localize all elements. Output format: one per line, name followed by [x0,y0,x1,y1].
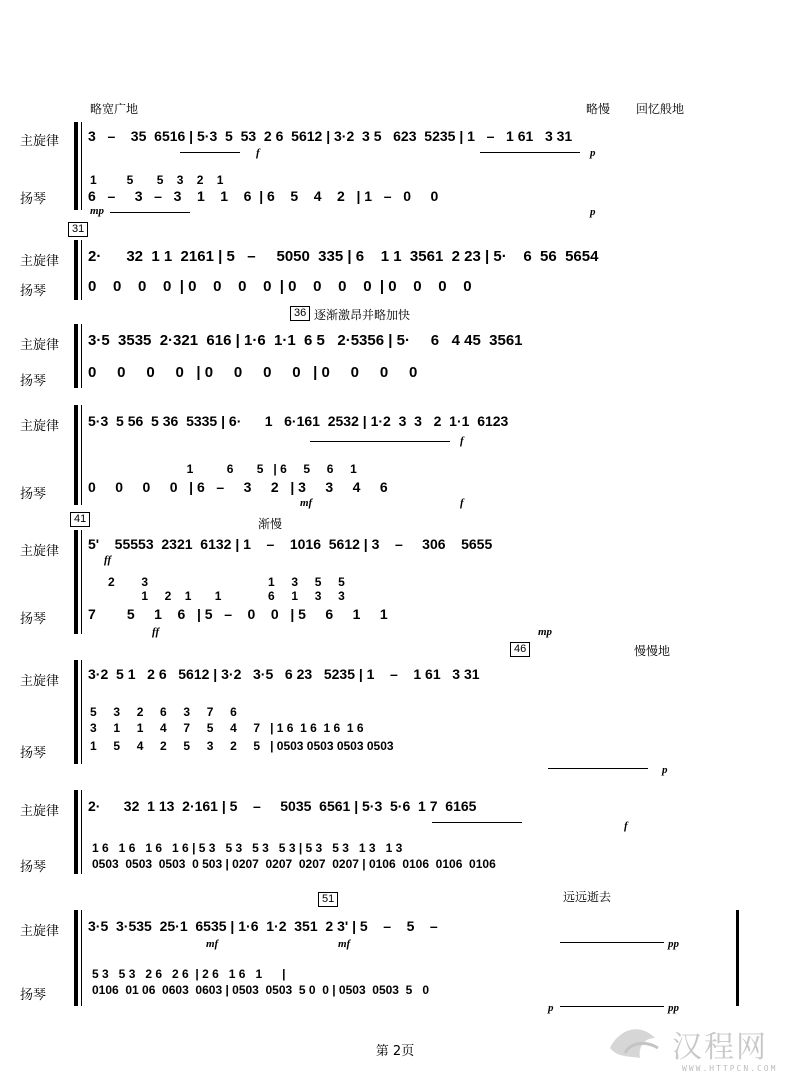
main-melody-row: 5' 55553 2321 6132 | 1 – 1016 5612 | 3 – 306 5655 [88,536,493,552]
system-line [81,530,82,634]
yangqin-row: 0 0 0 0 | 0 0 0 0 | 0 0 0 0 | 0 0 0 0 [88,278,472,295]
staff-label-yangqin: 扬琴 [20,746,47,761]
staff-label-yangqin: 扬琴 [20,284,47,299]
system-2 [0,222,790,302]
yangqin-row-3: 1 5 4 2 5 3 2 5 | 0503 0503 0503 0503 [90,739,394,753]
staff-label-main: 主旋律 [20,134,60,149]
yangqin-row: 0 0 0 0 | 6 – 3 2 | 3 3 4 6 [88,479,388,495]
yangqin-row-middle: 1 2 1 1 6 1 3 3 [108,589,345,603]
yangqin-row-upper: 1 6 1 6 1 6 1 6 | 5 3 5 3 5 3 5 3 | 5 3 5 3 1 3 1 3 [92,841,403,855]
watermark-url: WWW.HTTPCN.COM [682,1064,778,1073]
dynamic-mark: f [460,497,464,509]
staff-label-yangqin: 扬琴 [20,988,47,1003]
staff-label-main: 主旋律 [20,419,60,434]
system-line [81,240,82,300]
dynamic-mark: mf [300,497,313,509]
yangqin-row-upper: 1 6 5 | 6 5 6 1 [100,462,357,476]
system-4 [0,395,790,510]
yangqin-row: 0 0 0 0 | 0 0 0 0 | 0 0 0 0 [88,364,418,381]
dynamic-mark: f [256,147,260,159]
system-line [81,790,82,874]
tempo-mark: 渐慢 [258,517,283,531]
yangqin-row: 0503 0503 0503 0 503 | 0207 0207 0207 0207 | 0106 0106 0106 0106 [92,857,496,871]
system-7 [0,778,790,878]
yangqin-row: 6 – 3 – 3 1 1 6 | 6 5 4 2 | 1 – 0 0 [88,188,439,204]
tempo-mark: 略慢 [586,102,611,116]
staff-label-yangqin: 扬琴 [20,612,47,627]
system-brace [74,240,78,300]
measure-number: 36 [290,306,310,321]
dynamic-mark: p [548,1002,554,1014]
measure-number: 51 [318,892,338,907]
dynamic-mark: p [590,147,596,159]
dynamic-mark: ff [104,554,112,566]
hairpin [560,942,664,943]
hairpin [432,822,522,823]
dynamic-mark: p [590,206,596,218]
dynamic-mark: ff [152,626,160,638]
hairpin [560,1006,664,1007]
system-brace [74,910,78,1006]
system-brace [74,790,78,874]
dynamic-mark: f [624,820,628,832]
yangqin-row: 7 5 1 6 | 5 – 0 0 | 5 6 1 1 [88,606,388,622]
dynamic-mark: pp [668,1002,679,1014]
system-line [81,122,82,210]
main-melody-row: 2· 32 1 13 2·161 | 5 – 5035 6561 | 5·3 5·6 1 7 6165 [88,798,477,814]
system-5 [0,512,790,640]
hairpin [548,768,648,769]
staff-label-yangqin: 扬琴 [20,192,47,207]
system-brace [74,405,78,505]
page-number: 第 2页 [375,1044,415,1059]
main-melody-row: 3·5 3535 2·321 616 | 1·6 1·1 6 5 2·5356 | 5· 6 4 45 3561 [88,332,523,349]
main-melody-row: 2· 32 1 1 2161 | 5 – 5050 335 | 6 1 1 3561 2 23 | 5· 6 56 5654 [88,248,599,265]
staff-label-main: 主旋律 [20,924,60,939]
hairpin [110,212,190,213]
staff-label-main: 主旋律 [20,544,60,559]
staff-label-main: 主旋律 [20,674,60,689]
system-1 [0,100,790,220]
staff-label-yangqin: 扬琴 [20,374,47,389]
measure-number: 46 [510,642,530,657]
watermark-text: 汉程网 [672,1030,768,1065]
staff-label-main: 主旋律 [20,338,60,353]
system-line [81,910,82,1006]
dynamic-mark: mp [90,205,105,217]
yangqin-row-2: 3 1 1 4 7 5 4 7 | 1 6 1 6 1 6 1 6 [90,721,364,735]
staff-label-yangqin: 扬琴 [20,487,47,502]
main-melody-row: 3 – 35 6516 | 5·3 5 53 2 6 5612 | 3·2 3 5 623 5235 | 1 – 1 61 3 31 [88,128,573,144]
system-brace [74,530,78,634]
main-melody-row: 3·2 5 1 2 6 5612 | 3·2 3·5 6 23 5235 | 1 – 1 61 3 31 [88,666,480,682]
final-barline [736,910,739,1006]
yangqin-row-upper: 2 3 1 3 5 5 [108,575,345,589]
system-brace [74,122,78,210]
measure-number: 31 [68,222,88,237]
system-line [81,660,82,764]
tempo-mark: 略宽广地 [90,102,139,116]
staff-label-yangqin: 扬琴 [20,860,47,875]
dynamic-mark: pp [668,938,679,950]
tempo-mark: 远远逝去 [563,890,612,904]
system-6 [0,640,790,775]
dynamic-mark: mf [338,938,351,950]
yangqin-row-upper: 5 3 5 3 2 6 2 6 | 2 6 1 6 1 | [92,967,286,981]
system-line [81,324,82,388]
dynamic-mark: p [662,764,668,776]
tempo-mark: 回忆般地 [636,102,685,116]
yangqin-row-1: 5 3 2 6 3 7 6 [90,705,237,719]
system-brace [74,660,78,764]
system-line [81,405,82,505]
yangqin-row: 0106 01 06 0603 0603 | 0503 0503 5 0 0 | 0503 0503 5 0 [92,983,429,997]
tempo-mark: 逐渐激昂并略加快 [314,308,411,322]
system-3 [0,304,790,392]
tempo-mark: 慢慢地 [634,644,671,658]
dynamic-mark: mp [538,626,553,638]
hairpin [310,441,450,442]
hairpin [480,152,580,153]
yangqin-row-upper: 1 5 5 3 2 1 [90,173,267,187]
main-melody-row: 5·3 5 56 5 36 5335 | 6· 1 6·161 2532 | 1·2 3 3 2 1·1 6123 [88,413,509,429]
main-melody-row: 3·5 3·535 25·1 6535 | 1·6 1·2 351 2 3' | 5 – 5 – [88,918,438,934]
hairpin [180,152,240,153]
dynamic-mark: mf [206,938,219,950]
staff-label-main: 主旋律 [20,254,60,269]
dynamic-mark: f [460,435,464,447]
measure-number: 41 [70,512,90,527]
staff-label-main: 主旋律 [20,804,60,819]
system-8 [0,884,790,1012]
system-brace [74,324,78,388]
